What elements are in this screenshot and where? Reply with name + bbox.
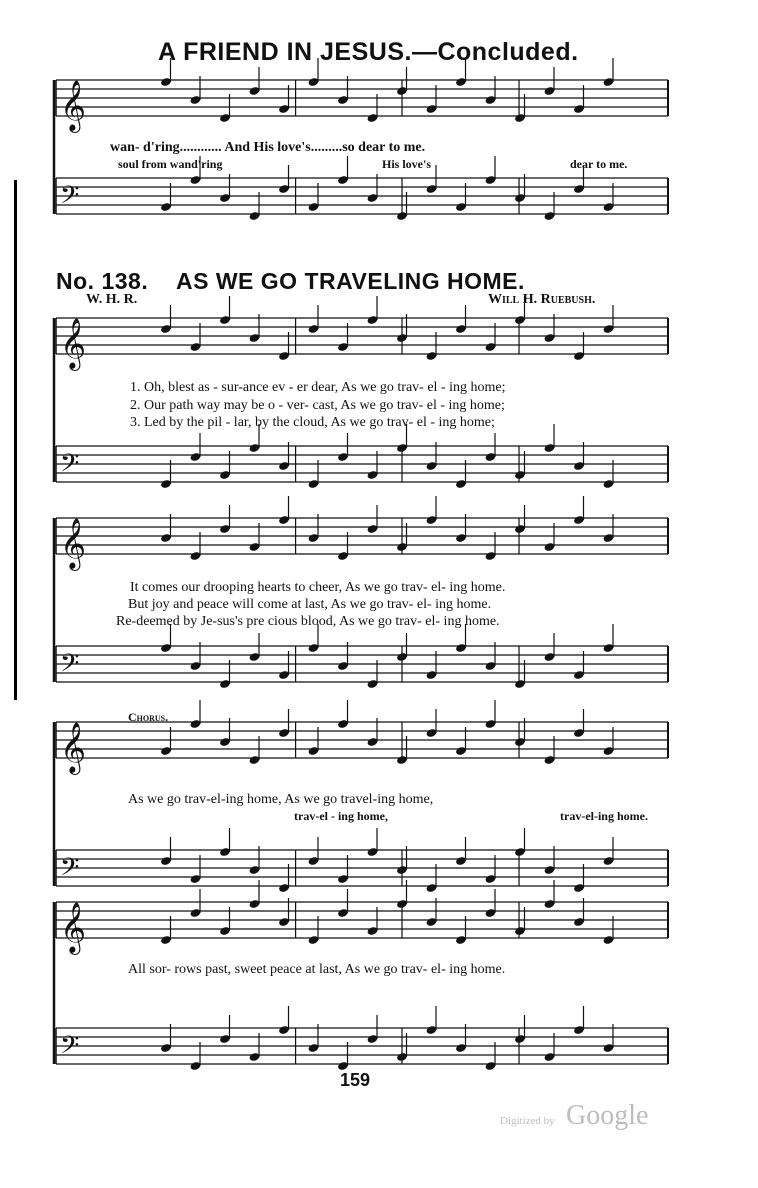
digitized-label: Digitized by xyxy=(500,1115,555,1127)
google-logo-text: Google xyxy=(566,1100,649,1131)
hymn-title: AS WE GO TRAVELING HOME. xyxy=(176,268,525,294)
treble-clef-icon: 𝄞 xyxy=(60,722,87,773)
verse-2-line-1: 2. Our path way may be o - ver- cast, As we go trav- el - ing home; xyxy=(130,398,505,413)
chorus-alt-2: trav-el-ing home. xyxy=(560,809,648,823)
music-credit: Will H. Ruebush. xyxy=(488,292,596,307)
bass-clef-icon: 𝄢 xyxy=(60,853,80,888)
verse-1-line-1: 1. Oh, blest as - sur-ance ev - er dear, As we go trav- el - ing home; xyxy=(130,380,506,395)
hymn-number: No. 138. xyxy=(56,268,149,294)
chorus-lyric: As we go trav-el-ing home, As we go travel-ing home, xyxy=(128,792,434,807)
top-lyric-alt-2: His love's xyxy=(382,157,432,171)
verse-1-line-2: It comes our drooping hearts to cheer, As we go trav- el- ing home. xyxy=(130,580,506,595)
chorus-alt-1: trav-el - ing home, xyxy=(294,809,388,823)
words-credit: W. H. R. xyxy=(86,292,138,307)
bass-clef-icon: 𝄢 xyxy=(60,1031,80,1066)
bass-clef-icon: 𝄢 xyxy=(60,649,80,684)
bass-clef-icon: 𝄢 xyxy=(60,181,80,216)
page-number: 159 xyxy=(340,1070,371,1090)
chorus-label: Chorus. xyxy=(128,710,169,724)
treble-clef-icon: 𝄞 xyxy=(60,902,87,953)
treble-clef-icon: 𝄞 xyxy=(60,518,87,569)
verse-3-line-2: Re-deemed by Je-sus's pre cious blood, As we go trav- el- ing home. xyxy=(116,614,500,629)
top-lyric-alt-1: soul from wand'ring xyxy=(118,157,223,171)
final-lyric: All sor- rows past, sweet peace at last, As we go trav- el- ing home. xyxy=(128,962,506,977)
page-title: A FRIEND IN JESUS.—Concluded. xyxy=(158,38,579,66)
verse-3-line-1: 3. Led by the pil - lar, by the cloud, As we go trav- el - ing home; xyxy=(130,415,495,430)
verse-2-line-2: But joy and peace will come at last, As we go trav- el- ing home. xyxy=(128,597,492,612)
top-lyric-line: wan- d'ring............ And His love's.........so dear to me. xyxy=(110,140,426,155)
treble-clef-icon: 𝄞 xyxy=(60,80,87,131)
top-lyric-alt-3: dear to me. xyxy=(570,157,628,171)
bass-clef-icon: 𝄢 xyxy=(60,449,80,484)
treble-clef-icon: 𝄞 xyxy=(60,318,87,369)
